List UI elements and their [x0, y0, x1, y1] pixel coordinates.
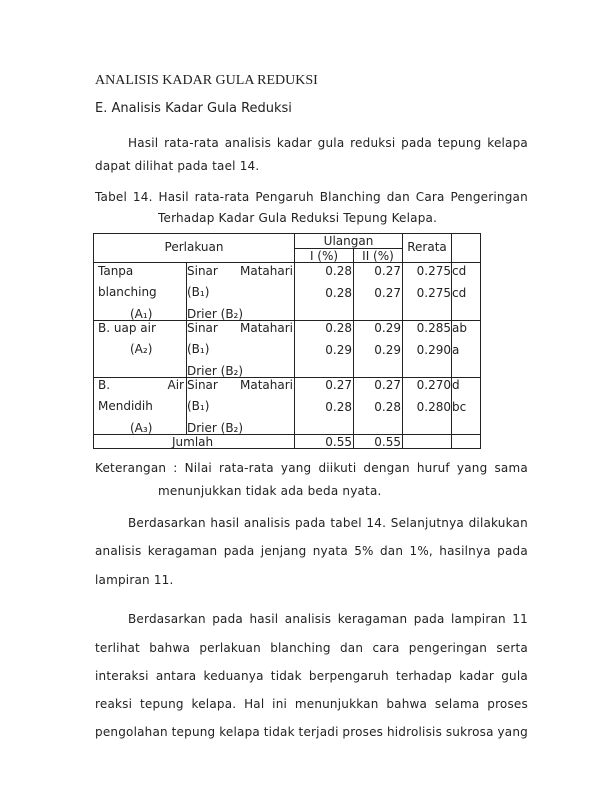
word: huruf [416, 461, 450, 475]
cell-notasi: cd [452, 264, 467, 278]
cell-ulangan-1: 0.28 [325, 264, 352, 278]
para3-line2 [95, 641, 528, 655]
cell-rerata: 0.275 [416, 264, 451, 278]
cell-rerata: 0.270 [416, 378, 451, 392]
word: lampiran [451, 612, 506, 626]
word: dan [379, 544, 404, 558]
cell-rerata: 0.285 [416, 321, 451, 335]
perlakuan-b-line: (B₁) [187, 342, 210, 356]
word: pada [223, 544, 255, 558]
word: Berdasarkan [128, 516, 206, 530]
word: tepung [171, 725, 216, 739]
word: hasil [210, 516, 240, 530]
cell-notasi: bc [452, 400, 467, 414]
word: 5% [354, 544, 374, 558]
word: terhadap [395, 669, 452, 683]
header-ulangan-2: II (%) [362, 249, 394, 263]
table-border-left [93, 233, 94, 449]
word: bahwa [386, 697, 428, 711]
word: blanching [270, 641, 331, 655]
word: pada [413, 612, 445, 626]
word: 14. [132, 190, 153, 204]
para3-line1 [128, 612, 528, 626]
word: Sinar [187, 378, 218, 392]
cell-notasi: cd [452, 286, 467, 300]
cell-ulangan-1: 0.28 [325, 400, 352, 414]
word: yang [280, 461, 312, 475]
word: yang [497, 725, 528, 739]
word: Hal [244, 697, 265, 711]
perlakuan-b-line: Drier (B₂) [187, 307, 244, 321]
word: dan [339, 641, 364, 655]
cell-ulangan-1: 0.28 [325, 286, 352, 300]
word: bahwa [149, 641, 191, 655]
word: tepung [437, 136, 482, 150]
cell-ulangan-2: 0.29 [374, 321, 401, 335]
word: terlihat [95, 641, 140, 655]
word: keragaman [147, 544, 218, 558]
perlakuan-a-line: Tanpa [98, 264, 134, 278]
word: Air [167, 378, 184, 392]
word: pada [294, 516, 326, 530]
word: hasilnya [439, 544, 491, 558]
word: analisis [284, 612, 332, 626]
cell-rerata: 0.280 [416, 400, 451, 414]
word: selama [434, 697, 480, 711]
word: berpengaruh [308, 669, 389, 683]
total-label: Jumlah [172, 435, 214, 449]
keterangan-line2: menunjukkan tidak ada beda nyata. [158, 484, 382, 498]
word: keduanya [203, 669, 264, 683]
perlakuan-a-line: Mendidih [98, 399, 153, 413]
word: interaksi [95, 669, 149, 683]
table-caption-line2: Terhadap Kadar Gula Reduksi Tepung Kelapa. [158, 211, 438, 225]
header-ulangan-1: I (%) [309, 249, 339, 263]
table-border-top [93, 233, 480, 234]
perlakuan-b-line [187, 378, 293, 392]
word: pada [497, 544, 528, 558]
perlakuan-b-line [187, 321, 293, 335]
perlakuan-b-line: Drier (B₂) [187, 364, 244, 378]
perlakuan-a-line: (A₃) [130, 421, 153, 435]
cell-notasi: a [452, 343, 460, 357]
cell-ulangan-1: 0.27 [325, 378, 352, 392]
para2-line1 [128, 516, 528, 530]
perlakuan-a-line: (A₂) [130, 342, 153, 356]
para2-line2 [95, 544, 528, 558]
word: kelapa. [191, 697, 237, 711]
word: kelapa [487, 136, 528, 150]
cell-notasi: ab [452, 321, 467, 335]
word: Sinar [187, 321, 218, 335]
word: terjadi [298, 725, 339, 739]
cell-ulangan-1: 0.28 [325, 321, 352, 335]
perlakuan-a-line: (A₁) [130, 307, 153, 321]
page-title: ANALISIS KADAR GULA REDUKSI [95, 73, 318, 88]
section-heading: E. Analisis Kadar Gula Reduksi [95, 101, 292, 116]
word: Matahari [240, 264, 293, 278]
word: pada [212, 612, 243, 626]
perlakuan-b-line: (B₁) [187, 399, 210, 413]
table-border-bottom [93, 448, 480, 449]
word: serta [496, 641, 528, 655]
word: Matahari [240, 378, 293, 392]
perlakuan-b-line: Drier (B₂) [187, 421, 244, 435]
word: pada [401, 136, 432, 150]
header-rerata: Rerata [407, 240, 447, 254]
word: Pengaruh [255, 190, 314, 204]
word: 14. [366, 516, 387, 530]
word: dengan [363, 461, 410, 475]
word: analisis [243, 516, 291, 530]
perlakuan-b-line: (B₁) [187, 285, 210, 299]
word: analisis [95, 544, 142, 558]
word: tidak [263, 725, 295, 739]
perlakuan-a-line [98, 378, 184, 392]
word: proses [342, 725, 384, 739]
word: kelapa [219, 725, 260, 739]
word: pengeringan [408, 641, 488, 655]
cell-rerata: 0.275 [416, 286, 451, 300]
header-ulangan: Ulangan [323, 234, 374, 248]
cell-ulangan-2: 0.27 [374, 264, 401, 278]
para3-line3 [95, 669, 528, 683]
word: keragaman [337, 612, 408, 626]
word: sama [494, 461, 528, 475]
word: Berdasarkan [128, 612, 206, 626]
para3-line5 [95, 725, 528, 739]
cell-ulangan-2: 0.29 [374, 343, 401, 357]
word: nyata [312, 544, 348, 558]
word: reduksi [350, 136, 396, 150]
word: proses [487, 697, 528, 711]
word: pengolahan [95, 725, 168, 739]
word: 1%, [409, 544, 433, 558]
cell-ulangan-2: 0.28 [374, 400, 401, 414]
word: rata-rata [164, 136, 219, 150]
word: Nilai [184, 461, 212, 475]
cell-ulangan-1: 0.29 [325, 343, 352, 357]
word: : [173, 461, 178, 475]
word: Sinar [187, 264, 218, 278]
word: diikuti [318, 461, 357, 475]
word: cara [372, 641, 400, 655]
total-u1: 0.55 [325, 435, 352, 449]
word: tidak [270, 669, 302, 683]
para2-line3: lampiran 11. [95, 573, 174, 587]
word: kadar [276, 136, 312, 150]
word: rata-rata [219, 461, 274, 475]
cell-ulangan-2: 0.27 [374, 378, 401, 392]
word: hidrolisis [386, 725, 443, 739]
word: Pengeringan [450, 190, 528, 204]
word: menunjukkan [294, 697, 379, 711]
total-u2: 0.55 [374, 435, 401, 449]
word: analisis [224, 136, 272, 150]
perlakuan-a-line: B. uap air [98, 321, 156, 335]
word: yang [456, 461, 488, 475]
para1-line2: dapat dilihat pada tael 14. [95, 159, 260, 173]
cell-ulangan-2: 0.27 [374, 286, 401, 300]
word: Matahari [240, 321, 293, 335]
table-line-header [93, 262, 480, 263]
word: tabel [330, 516, 362, 530]
perlakuan-b-line [187, 264, 293, 278]
word: Keterangan [95, 461, 167, 475]
word: 11 [512, 612, 528, 626]
word: jenjang [260, 544, 307, 558]
header-perlakuan: Perlakuan [164, 240, 224, 254]
word: sukrosa [445, 725, 494, 739]
word: dilakukan [468, 516, 528, 530]
word: Hasil [128, 136, 159, 150]
word: Tabel [95, 190, 128, 204]
word: Cara [415, 190, 445, 204]
word: ini [272, 697, 288, 711]
cell-notasi: d [452, 378, 460, 392]
perlakuan-a-line: blanching [98, 285, 157, 299]
word: Selanjutnya [390, 516, 464, 530]
word: rata-rata [194, 190, 250, 204]
word: Blanching [319, 190, 381, 204]
word: Hasil [158, 190, 189, 204]
keterangan-line1 [95, 461, 528, 475]
word: reaksi [95, 697, 133, 711]
word: hasil [249, 612, 279, 626]
word: kadar [459, 669, 495, 683]
para3-line4 [95, 697, 528, 711]
word: dan [386, 190, 410, 204]
word: gula [501, 669, 528, 683]
word: gula [317, 136, 345, 150]
cell-rerata: 0.290 [416, 343, 451, 357]
word: tepung [139, 697, 184, 711]
word: antara [155, 669, 197, 683]
table-border-right [480, 233, 481, 449]
word: perlakuan [199, 641, 261, 655]
word: B. [98, 378, 111, 392]
